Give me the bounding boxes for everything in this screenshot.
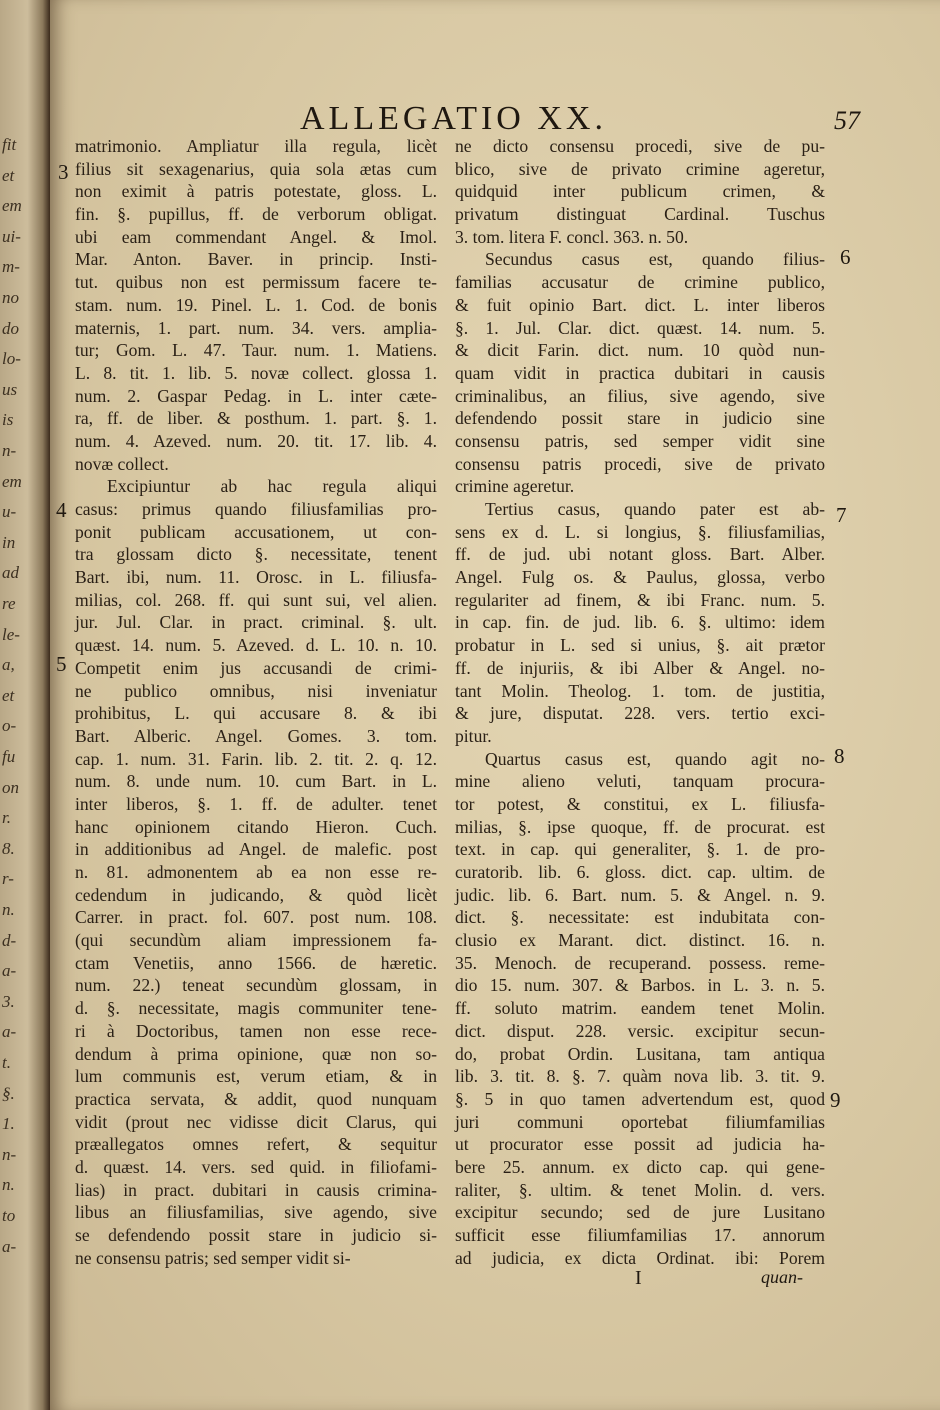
right-column-line: ff. de injuriis, & ibi Alber & Angel. no- <box>455 657 825 678</box>
right-column-line: quidquid inter publicum crimen, & <box>455 181 825 202</box>
left-column-line: stam. num. 19. Pinel. L. 1. Cod. de bonis <box>75 294 437 315</box>
left-column-line: L. 8. tit. 1. lib. 5. novæ collect. glossa 1. <box>75 362 437 383</box>
left-column-line: lum communis est, verum etiam, & in <box>75 1066 437 1087</box>
margin-number-5: 5 <box>56 652 67 676</box>
left-column-line: ponit publicam accusationem, ut con- <box>75 521 437 542</box>
signature-mark: I <box>635 1267 642 1289</box>
facing-page-fragment: no <box>2 288 19 307</box>
right-column-line: & fuit opinio Bart. dict. L. inter liberos <box>455 294 825 315</box>
page-number: 57 <box>834 106 860 135</box>
right-column-line: ne dicto consensu procedi, sive de pu- <box>455 136 825 156</box>
facing-page-fragment: et <box>2 165 15 185</box>
right-column-line: defendendo possit stare in judicio sine <box>455 408 825 429</box>
left-column-line: dendum à prima opinione, quæ non so- <box>75 1043 437 1064</box>
right-column-line: dict. disput. 228. versic. excipitur secun- <box>455 1020 825 1041</box>
right-column-line: mine alieno veluti, tanquam procura- <box>455 771 825 792</box>
right-column-line: sufficit esse filiumfamilias 17. annorum <box>455 1225 825 1245</box>
facing-page-fragment: n. <box>2 900 15 919</box>
right-column-line: 35. Menoch. de recuperand. possess. reme- <box>455 952 825 973</box>
facing-page-fragment: r. <box>2 808 11 828</box>
facing-page-fragment: le- <box>2 624 20 644</box>
facing-page-fragment: d- <box>2 930 17 950</box>
margin-number-7: 7 <box>836 503 847 527</box>
right-column-line: pitur. <box>455 725 492 746</box>
right-column-line: milias, §. ipse quoque, ff. de procurat. est <box>455 816 825 837</box>
right-column-line: crimine ageretur. <box>455 476 575 497</box>
right-column-line: & jure, disputat. 228. vers. tertio exci- <box>455 703 825 724</box>
left-column-line: in additionibus ad Angel. de malefic. post <box>75 839 437 860</box>
left-column-line: filius sit sexagenarius, quia sola ætas cum <box>75 158 437 179</box>
right-column-line: sens ex d. L. si longius, §. filiusfamilias, <box>455 521 825 542</box>
right-column-line: 3. tom. litera F. concl. 363. n. 50. <box>455 226 689 247</box>
facing-page-edge <box>0 0 50 1410</box>
right-column-line: juri communi oportebat filiumfamilias <box>455 1111 825 1132</box>
left-column-line: d. quæst. 14. vers. sed quid. in filiofami- <box>75 1156 437 1177</box>
book-page <box>50 0 940 1410</box>
left-column-line: ubi eam commendant Angel. & Imol. <box>75 226 437 247</box>
left-column-line: milias, col. 268. ff. qui sunt sui, vel alien. <box>75 589 437 610</box>
left-column-line: se defendendo possit stare in judicio si- <box>75 1225 437 1245</box>
left-column-line: Mar. Anton. Baver. in princip. Insti- <box>75 249 437 270</box>
left-column-line: (qui secundùm aliam impressionem fa- <box>75 930 437 951</box>
facing-page-fragment: ad <box>2 563 19 583</box>
left-column-line: n. 81. admonentem ab ea non esse re- <box>75 862 437 882</box>
facing-page-fragment: is <box>2 410 14 430</box>
facing-page-fragment: 3. <box>2 991 15 1011</box>
right-column-line: & dicit Farin. dict. num. 10 quòd nun- <box>455 340 825 361</box>
facing-page-fragment: a- <box>2 1236 17 1256</box>
right-column-line: consensu patris, sed semper vidit sine <box>455 430 825 451</box>
right-column-line: familias accusatur de crimine publico, <box>455 272 825 293</box>
right-column-line: ff. soluto matrim. eandem tenet Molin. <box>455 998 825 1019</box>
facing-page-fragment: et <box>2 685 15 705</box>
right-column-line: dict. §. necessitate: est indubitata con- <box>455 907 825 928</box>
left-column-line: ra, ff. de liber. & posthum. 1. part. §. 1. <box>75 408 437 429</box>
facing-page-fragment: t. <box>2 1053 11 1072</box>
margin-number-9: 9 <box>830 1088 841 1112</box>
left-column-line: Carrer. in pract. fol. 607. post num. 108. <box>75 907 437 928</box>
right-column-line: ad judicia, ex dicta Ordinat. ibi: Porem <box>455 1247 825 1268</box>
right-column-line: §. 5 in quo tamen advertendum est, quod <box>455 1088 825 1109</box>
left-column-line: ctam Venetiis, anno 1566. de hæretic. <box>75 952 437 973</box>
facing-page-fragment: lo- <box>2 349 21 369</box>
margin-number-6: 6 <box>840 245 851 269</box>
facing-page-fragment: us <box>2 379 18 399</box>
left-column-line: ri à Doctoribus, tamen non esse rece- <box>75 1020 437 1041</box>
left-column-line: matrimonio. Ampliatur illa regula, licèt <box>75 136 437 156</box>
left-column-line: libus an filiusfamilias, sive agendo, sive <box>75 1202 437 1223</box>
facing-page-fragment: fu <box>2 747 16 766</box>
right-column-line: dio 15. num. 307. & Barbos. in L. 3. n. 5. <box>455 975 825 996</box>
left-column-line: fin. §. pupillus, ff. de verborum obligat. <box>75 204 437 225</box>
left-column-line: Excipiuntur ab hac regula aliqui <box>107 476 437 497</box>
facing-page-fragment: r- <box>2 869 14 889</box>
right-column-line: probatur in L. sed si unius, §. ait prætor <box>455 635 825 656</box>
right-column-line: regulariter ad finem, & ibi Franc. num. 5. <box>455 589 825 610</box>
facing-page-fragment: ui- <box>2 226 21 246</box>
right-column-line: criminalibus, an filius, sive agendo, sive <box>455 385 825 406</box>
facing-page-fragment: a- <box>2 1022 17 1042</box>
left-column-line: num. 22.) teneat secundùm glossam, in <box>75 975 437 996</box>
left-column-line: maternis, 1. part. num. 34. vers. amplia- <box>75 317 437 338</box>
facing-page-fragment: 8. <box>2 838 15 858</box>
catchword: quan- <box>761 1267 803 1287</box>
facing-page-fragment: §. <box>2 1083 15 1103</box>
right-column-line: tant Molin. Theolog. 1. tom. de justitia, <box>455 680 825 701</box>
facing-page-fragment: n- <box>2 441 17 460</box>
left-column-line: Bart. Alberic. Angel. Gomes. 3. tom. <box>75 725 437 746</box>
right-column-line: Quartus casus est, quando agit no- <box>485 748 825 769</box>
facing-page-fragment: re <box>2 594 16 613</box>
left-column-line: practica servata, & addit, quod nunquam <box>75 1088 437 1109</box>
left-column-line: cedendum in judicando, & quòd licèt <box>75 884 437 905</box>
left-column-line: ne consensu patris; sed semper vidit si- <box>75 1247 351 1268</box>
facing-page-fragment: on <box>2 777 19 797</box>
right-column-line: clusio ex Marant. dict. distinct. 16. n. <box>455 930 825 951</box>
right-column-line: text. in cap. qui generaliter, §. 1. de pro- <box>455 839 825 860</box>
facing-page-fragment: 1. <box>2 1114 15 1134</box>
left-column-line: inter liberos, §. 1. ff. de adulter. tenet <box>75 793 437 814</box>
right-column-line: tor potest, & constitui, ex L. filiusfa- <box>455 793 825 814</box>
right-column-line: do, probat Ordin. Lusitana, tam antiqua <box>455 1043 825 1064</box>
left-column-line: jur. Jul. Clar. in pract. criminal. §. ult. <box>75 612 437 633</box>
left-column-line: tra glossam dicto §. necessitate, tenent <box>75 544 437 565</box>
facing-page-fragment: a- <box>2 961 17 981</box>
left-column-line: lias) in pract. dubitari in causis crimina- <box>75 1179 437 1200</box>
right-column-line: excipitur secundo; sed de jure Lusitano <box>455 1202 825 1223</box>
left-column-line: Bart. ibi, num. 11. Orosc. in L. filiusfa- <box>75 567 437 588</box>
left-column-line: d. §. necessitate, magis communiter tene- <box>75 998 437 1019</box>
right-column-line: judic. lib. 6. Bart. num. 5. & Angel. n. 9. <box>455 884 825 905</box>
right-column-line: blico, sive de privato crimine ageretur, <box>455 158 825 179</box>
margin-number-4: 4 <box>56 498 67 522</box>
left-column-line: vidit (prout nec vidisse dicit Clarus, qui <box>75 1111 437 1132</box>
margin-number-8: 8 <box>834 744 845 768</box>
facing-page-fragment: n. <box>2 1175 15 1195</box>
left-column-line: quæst. 14. num. 5. Azeved. d. L. 10. n. 10. <box>75 635 437 656</box>
facing-page-fragment: o- <box>2 716 17 736</box>
right-column-line: curatorib. lib. 6. gloss. dict. cap. ultim. de <box>455 862 825 882</box>
right-column-line: lib. 3. tit. 8. §. 7. quàm nova lib. 3. tit. 9. <box>455 1066 825 1087</box>
left-column-line: præallegatos omnes refert, & sequitur <box>75 1134 437 1155</box>
left-column-line: hanc opinionem citando Hieron. Cuch. <box>75 816 437 837</box>
left-column-line: num. 2. Gaspar Pedag. in L. inter cæte- <box>75 385 437 406</box>
facing-page-fragment: n- <box>2 1144 17 1164</box>
right-column-line: quam vidit in practica dubitari in causis <box>455 362 825 383</box>
facing-page-fragment: m- <box>2 257 20 277</box>
right-column-line: bere 25. annum. ex dicto cap. qui gene- <box>455 1156 825 1177</box>
left-column-line: num. 8. unde num. 10. cum Bart. in L. <box>75 771 437 792</box>
right-column-line: in cap. fin. de jud. lib. 6. §. ultimo: idem <box>455 612 825 633</box>
running-head <box>300 100 860 140</box>
right-column-line: Angel. Fulg os. & Paulus, glossa, verbo <box>455 567 825 588</box>
left-column-line: num. 4. Azeved. num. 20. tit. 17. lib. 4. <box>75 430 437 451</box>
right-column-line: raliter, §. ultim. & tenet Molin. d. vers. <box>455 1179 825 1200</box>
facing-page-fragment: to <box>2 1206 16 1225</box>
right-column-line: ut procurator esse possit ad judicia ha- <box>455 1134 825 1155</box>
facing-page-fragment: em <box>2 471 22 491</box>
left-column-line: non eximit à patris potestate, gloss. L. <box>75 181 437 202</box>
facing-page-fragment: in <box>2 532 16 552</box>
facing-page-fragment: do <box>2 318 19 338</box>
left-column-line: tut. quibus non est permissum facere te- <box>75 272 437 293</box>
left-column-line: ne publico omnibus, nisi inveniatur <box>75 680 437 701</box>
margin-number-3: 3 <box>58 160 69 184</box>
left-column-line: prohibitus, L. qui accusare 8. & ibi <box>75 703 437 724</box>
right-column-line: §. 1. Jul. Clar. dict. quæst. 14. num. 5. <box>455 317 825 338</box>
right-column-line: consensu patris procedi, sive de privato <box>455 453 825 474</box>
right-column-line: Tertius casus, quando pater est ab- <box>485 499 825 519</box>
running-title: ALLEGATIO XX. <box>300 100 607 137</box>
facing-page-fragment: fit <box>2 135 17 154</box>
right-column-line: ff. de jud. ubi notant gloss. Bart. Alber. <box>455 544 825 565</box>
facing-page-fragment: em <box>2 196 22 216</box>
right-text-column <box>455 135 825 1269</box>
left-column-line: tur; Gom. L. 47. Taur. num. 1. Matiens. <box>75 340 437 361</box>
left-column-line: casus: primus quando filiusfamilias pro- <box>75 499 437 519</box>
left-text-column <box>75 135 437 1269</box>
right-column-line: Secundus casus est, quando filius- <box>485 249 825 270</box>
facing-page-fragment: u- <box>2 502 17 522</box>
right-column-line: privatum distinguat Cardinal. Tuschus <box>455 204 825 225</box>
left-column-line: Competit enim jus accusandi de crimi- <box>75 657 437 678</box>
left-column-line: cap. 1. num. 31. Farin. lib. 2. tit. 2. q. 12. <box>75 748 437 769</box>
left-column-line: novæ collect. <box>75 453 169 474</box>
facing-page-fragment: a, <box>2 655 15 675</box>
